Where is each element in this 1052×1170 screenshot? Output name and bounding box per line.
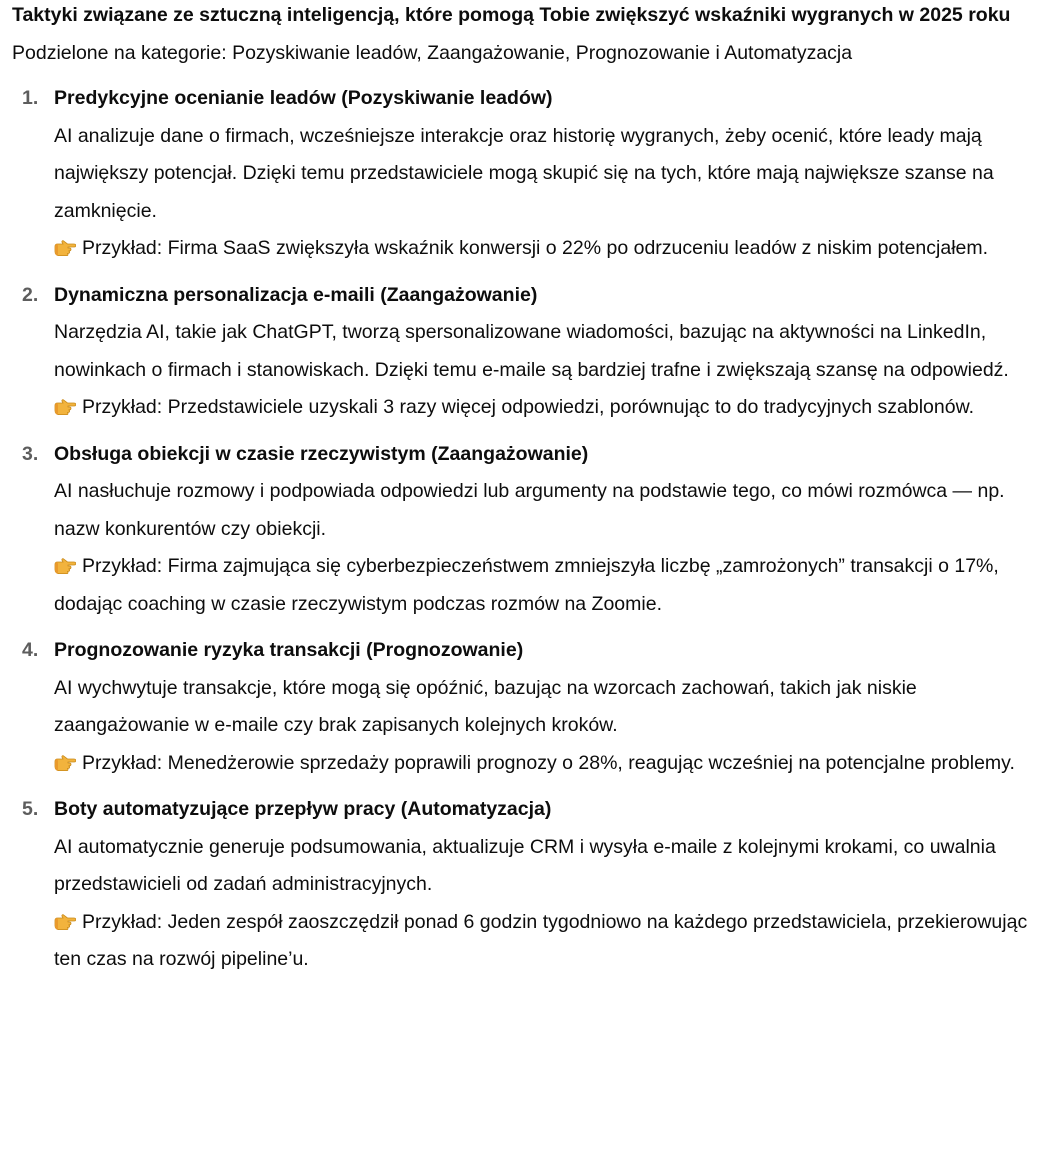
tactic-example [54,904,1042,979]
tactic-number: 5. [22,798,39,820]
tactic-body [54,791,1042,979]
tactic-item-1 [12,80,1042,268]
tactic-example [54,230,1042,268]
tactic-example-text: Przykład: Firma zajmująca się cyberbezpieczeństwem zmniejszyła liczbę „zamrożonych” transakcji o 17%, dodając coaching w czasie rzeczywistym podczas rozmów na Zoomie. [54,555,999,615]
pointing-hand-icon [54,904,78,942]
tactic-item-5 [12,791,1042,979]
tactic-number: 3. [22,442,39,465]
tactic-description: AI analizuje dane o firmach, wcześniejsze interakcje oraz historię wygranych, żeby ocenić, które leady mają największy potencjał. Dzięki temu przedstawiciele mogą skupić się na tych, które mają największe szanse na zamknięcie. [54,124,994,222]
tactic-description: AI wychwytuje transakcje, które mogą się opóźnić, bazując na wzorcach zachowań, takich jak niskie zaangażowanie w e-maile czy brak zapisanych kolejnych kroków. [54,676,917,736]
tactic-description: AI automatycznie generuje podsumowania, aktualizuje CRM i wysyła e-maile z kolejnymi krokami, co uwalnia przedstawicieli od zadań administracyjnych. [54,835,996,895]
tactic-heading: Dynamiczna personalizacja e-maili (Zaangażowanie) [54,283,538,306]
tactic-heading: Predykcyjne ocenianie leadów (Pozyskiwanie leadów) [54,87,553,109]
tactic-example [54,389,1042,427]
tactic-item-2 [12,277,1042,427]
tactic-body [54,436,1042,624]
tactic-heading: Obsługa obiekcji w czasie rzeczywistym (Zaangażowanie) [54,442,589,465]
tactic-body [54,277,1042,427]
pointing-hand-icon [54,230,78,268]
tactic-example-text: Przykład: Firma SaaS zwiększyła wskaźnik konwersji o 22% po odrzuceniu leadów z niskim potencjałem. [82,237,989,259]
document [12,0,1042,979]
pointing-hand-icon [54,548,78,586]
tactic-item-4 [12,632,1042,782]
tactic-example [54,745,1042,783]
tactic-heading: Prognozowanie ryzyka transakcji (Prognozowanie) [54,639,524,661]
document-subtitle: Podzielone na kategorie: Pozyskiwanie leadów, Zaangażowanie, Prognozowanie i Automatyzacja [12,41,853,64]
tactic-body [54,632,1042,782]
tactic-description: Narzędzia AI, takie jak ChatGPT, tworzą spersonalizowane wiadomości, bazując na aktywności na LinkedIn, nowinkach o firmach i stanowiskach. Dzięki temu e-maile są bardziej trafne i zwiększają szansę na odpowiedź. [54,321,1009,381]
tactics-list [12,80,1042,979]
tactic-heading: Boty automatyzujące przepływ pracy (Automatyzacja) [54,798,552,820]
tactic-number: 1. [22,87,39,109]
tactic-example-text: Przykład: Jeden zespół zaoszczędził ponad 6 godzin tygodniowo na każdego przedstawiciela, przekierowując ten czas na rozwój pipeline’u. [54,910,1028,970]
tactic-item-3 [12,436,1042,624]
tactic-description: AI nasłuchuje rozmowy i podpowiada odpowiedzi lub argumenty na podstawie tego, co mówi rozmówca — np. nazw konkurentów czy obiekcji. [54,480,1005,540]
pointing-hand-icon [54,745,78,783]
tactic-example-text: Przykład: Menedżerowie sprzedaży poprawili prognozy o 28%, reagując wcześniej na potencjalne problemy. [82,751,1015,774]
tactic-example-text: Przykład: Przedstawiciele uzyskali 3 razy więcej odpowiedzi, porównując to do tradycyjnych szablonów. [82,396,975,418]
document-title: Taktyki związane ze sztuczną inteligencją, które pomogą Tobie zwiększyć wskaźniki wygranych w 2025 roku [12,4,1011,26]
pointing-hand-icon [54,389,78,427]
tactic-body [54,80,1042,268]
tactic-number: 2. [22,283,39,306]
tactic-example [54,548,1042,623]
tactic-number: 4. [22,639,39,661]
